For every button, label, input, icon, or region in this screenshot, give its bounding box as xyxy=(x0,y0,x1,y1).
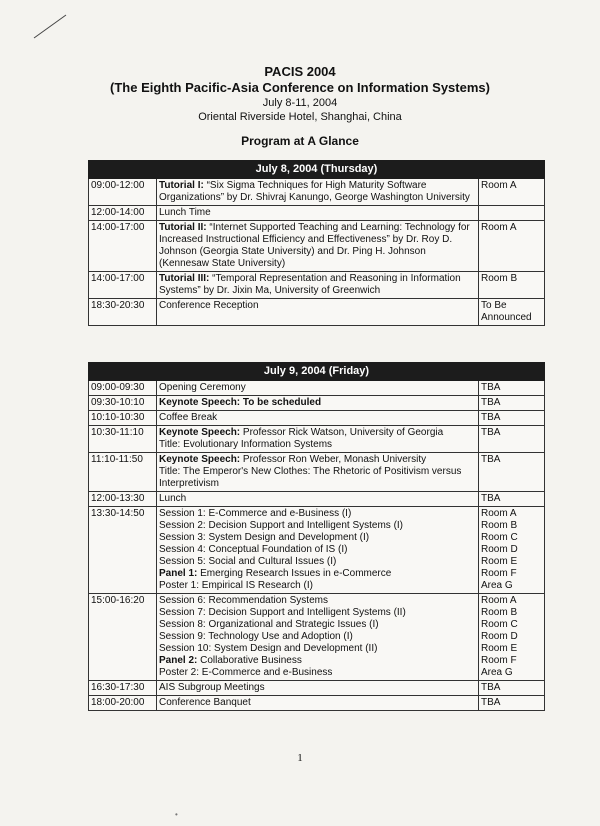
description-line xyxy=(159,682,476,694)
conference-subtitle: (The Eighth Pacific-Asia Conference on Information Systems) xyxy=(110,80,490,95)
description-text: “Six Sigma Techniques for High Maturity Software Organizations” by Dr. Shivraj Kanungo, George Washington University xyxy=(159,180,470,203)
description-cell xyxy=(157,426,479,453)
room-line: Room F xyxy=(481,655,517,666)
description-text: Session 3: System Design and Development (I) xyxy=(159,532,370,543)
description-bold: Keynote Speech: xyxy=(159,454,241,465)
description-text: Session 7: Decision Support and Intelligent Systems (II) xyxy=(159,607,406,618)
room-line: TBA xyxy=(481,382,501,393)
description-line xyxy=(159,454,476,466)
description-line xyxy=(159,439,476,451)
table-row xyxy=(89,206,545,221)
room-cell xyxy=(479,594,545,681)
room-line: TBA xyxy=(481,697,501,708)
time-cell: 18:00-20:00 xyxy=(89,696,157,711)
description-line xyxy=(159,397,476,409)
description-line xyxy=(159,580,476,592)
room-line: TBA xyxy=(481,397,501,408)
room-line: Room C xyxy=(481,532,518,543)
description-bold: Tutorial II: xyxy=(159,222,207,233)
description-line xyxy=(159,568,476,580)
room-cell xyxy=(479,381,545,396)
room-line: Area G xyxy=(481,580,513,591)
description-cell xyxy=(157,299,479,326)
time-cell: 16:30-17:30 xyxy=(89,681,157,696)
description-line xyxy=(159,520,476,532)
description-bold: Keynote Speech: xyxy=(159,427,241,438)
description-cell xyxy=(157,453,479,492)
description-cell xyxy=(157,179,479,206)
room-line: Room A xyxy=(481,508,517,519)
description-cell xyxy=(157,411,479,426)
room-cell: Room A xyxy=(479,179,545,206)
description-line xyxy=(159,544,476,556)
day-band: July 8, 2004 (Thursday) xyxy=(89,161,545,179)
description-line xyxy=(159,382,476,394)
description-text: Session 2: Decision Support and Intelligent Systems (I) xyxy=(159,520,404,531)
description-cell xyxy=(157,696,479,711)
description-line xyxy=(159,508,476,520)
description-cell xyxy=(157,272,479,299)
description-cell xyxy=(157,221,479,272)
description-line xyxy=(159,412,476,424)
schedule-table-day2 xyxy=(88,362,545,711)
room-cell: Room A xyxy=(479,221,545,272)
time-cell: 10:10-10:30 xyxy=(89,411,157,426)
table-row xyxy=(89,299,545,326)
description-text: Conference Banquet xyxy=(159,697,251,708)
description-bold: Panel 1: xyxy=(159,568,198,579)
room-cell: To Be Announced xyxy=(479,299,545,326)
room-cell xyxy=(479,681,545,696)
description-text: Poster 1: Empirical IS Research (I) xyxy=(159,580,313,591)
room-line: TBA xyxy=(481,427,501,438)
description-text: Poster 2: E-Commerce and e-Business xyxy=(159,667,333,678)
time-cell: 11:10-11:50 xyxy=(89,453,157,492)
description-cell xyxy=(157,381,479,396)
time-cell: 10:30-11:10 xyxy=(89,426,157,453)
description-text: Conference Reception xyxy=(159,300,259,311)
description-cell xyxy=(157,396,479,411)
table-row xyxy=(89,381,545,396)
room-cell xyxy=(479,411,545,426)
description-text: “Internet Supported Teaching and Learning: Technology for Increased Instructional Efficiency and Effectiveness” by Dr. Roy D. Johnson (Georgia State University) and Dr. Ping H. Johnson (Kennesaw State University) xyxy=(159,222,470,269)
time-cell: 12:00-13:30 xyxy=(89,492,157,507)
description-line xyxy=(159,631,476,643)
room-cell xyxy=(479,426,545,453)
time-cell: 09:30-10:10 xyxy=(89,396,157,411)
room-cell xyxy=(479,206,545,221)
room-line: Room C xyxy=(481,619,518,630)
description-text: Session 8: Organizational and Strategic Issues (I) xyxy=(159,619,379,630)
room-line: TBA xyxy=(481,454,501,465)
description-line xyxy=(159,643,476,655)
time-cell: 14:00-17:00 xyxy=(89,272,157,299)
corner-pen-mark xyxy=(30,12,70,40)
table-row xyxy=(89,507,545,594)
description-text: AIS Subgroup Meetings xyxy=(159,682,265,693)
description-text: Collaborative Business xyxy=(197,655,302,666)
room-cell xyxy=(479,492,545,507)
conference-venue: Oriental Riverside Hotel, Shanghai, China xyxy=(198,111,402,123)
page-number: 1 xyxy=(297,752,303,764)
conference-dates: July 8-11, 2004 xyxy=(262,97,338,109)
table-row xyxy=(89,681,545,696)
table-row xyxy=(89,492,545,507)
table-row xyxy=(89,411,545,426)
description-text: Session 10: System Design and Development (II) xyxy=(159,643,378,654)
table-row xyxy=(89,696,545,711)
description-cell xyxy=(157,206,479,221)
description-text: Title: Evolutionary Information Systems xyxy=(159,439,333,450)
description-text: Lunch xyxy=(159,493,187,504)
description-line xyxy=(159,466,476,490)
description-text: Session 1: E-Commerce and e-Business (I) xyxy=(159,508,352,519)
room-line: TBA xyxy=(481,493,501,504)
description-bold: Keynote Speech: To be scheduled xyxy=(159,397,322,408)
conference-title: PACIS 2004 xyxy=(264,64,336,79)
document-header xyxy=(0,64,600,148)
description-cell xyxy=(157,594,479,681)
description-text: Opening Ceremony xyxy=(159,382,246,393)
description-line xyxy=(159,697,476,709)
table-row xyxy=(89,426,545,453)
table-row xyxy=(89,453,545,492)
room-line: Area G xyxy=(481,667,513,678)
room-line: TBA xyxy=(481,682,501,693)
description-bold: Tutorial I: xyxy=(159,180,204,191)
description-text: Coffee Break xyxy=(159,412,218,423)
time-cell: 14:00-17:00 xyxy=(89,221,157,272)
table-row xyxy=(89,179,545,206)
description-text: “Temporal Representation and Reasoning in Information Systems” by Dr. Jixin Ma, University of Greenwich xyxy=(159,273,461,296)
description-cell xyxy=(157,681,479,696)
time-cell: 12:00-14:00 xyxy=(89,206,157,221)
room-cell: Room B xyxy=(479,272,545,299)
description-text: Professor Rick Watson, University of Georgia xyxy=(240,427,444,438)
description-line xyxy=(159,556,476,568)
table-row xyxy=(89,221,545,272)
description-text: Professor Ron Weber, Monash University xyxy=(240,454,427,465)
description-text: Session 9: Technology Use and Adoption (I) xyxy=(159,631,353,642)
room-line: Room D xyxy=(481,544,518,555)
room-line: Room F xyxy=(481,568,517,579)
description-text: Lunch Time xyxy=(159,207,211,218)
description-line xyxy=(159,655,476,667)
room-line: Room E xyxy=(481,556,518,567)
table-row xyxy=(89,272,545,299)
description-line xyxy=(159,607,476,619)
room-line: Room B xyxy=(481,607,518,618)
room-line: Room D xyxy=(481,631,518,642)
time-cell: 09:00-09:30 xyxy=(89,381,157,396)
description-text: Session 5: Social and Cultural Issues (I) xyxy=(159,556,337,567)
description-text: Title: The Emperor's New Clothes: The Rhetoric of Positivism versus Interpretivism xyxy=(159,466,462,489)
description-line xyxy=(159,595,476,607)
table-row xyxy=(89,396,545,411)
description-text: Emerging Research Issues in e-Commerce xyxy=(197,568,392,579)
description-cell xyxy=(157,492,479,507)
description-line xyxy=(159,427,476,439)
room-line: Room A xyxy=(481,595,517,606)
day-band: July 9, 2004 (Friday) xyxy=(89,363,545,381)
time-cell: 13:30-14:50 xyxy=(89,507,157,594)
room-cell xyxy=(479,696,545,711)
description-cell xyxy=(157,507,479,594)
time-cell: 09:00-12:00 xyxy=(89,179,157,206)
description-line xyxy=(159,667,476,679)
table-row xyxy=(89,594,545,681)
description-text: Session 4: Conceptual Foundation of IS (I) xyxy=(159,544,348,555)
time-cell: 15:00-16:20 xyxy=(89,594,157,681)
room-line: TBA xyxy=(481,412,501,423)
program-heading: Program at A Glance xyxy=(241,134,359,148)
description-line xyxy=(159,532,476,544)
room-cell xyxy=(479,396,545,411)
room-cell xyxy=(479,453,545,492)
description-bold: Panel 2: xyxy=(159,655,198,666)
description-line xyxy=(159,493,476,505)
time-cell: 18:30-20:30 xyxy=(89,299,157,326)
room-cell xyxy=(479,507,545,594)
room-line: Room B xyxy=(481,520,518,531)
description-text: Session 6: Recommendation Systems xyxy=(159,595,328,606)
schedule-table-day1 xyxy=(88,160,545,326)
description-bold: Tutorial III: xyxy=(159,273,210,284)
scan-speck: • xyxy=(175,810,178,819)
room-line: Room E xyxy=(481,643,518,654)
description-line xyxy=(159,619,476,631)
